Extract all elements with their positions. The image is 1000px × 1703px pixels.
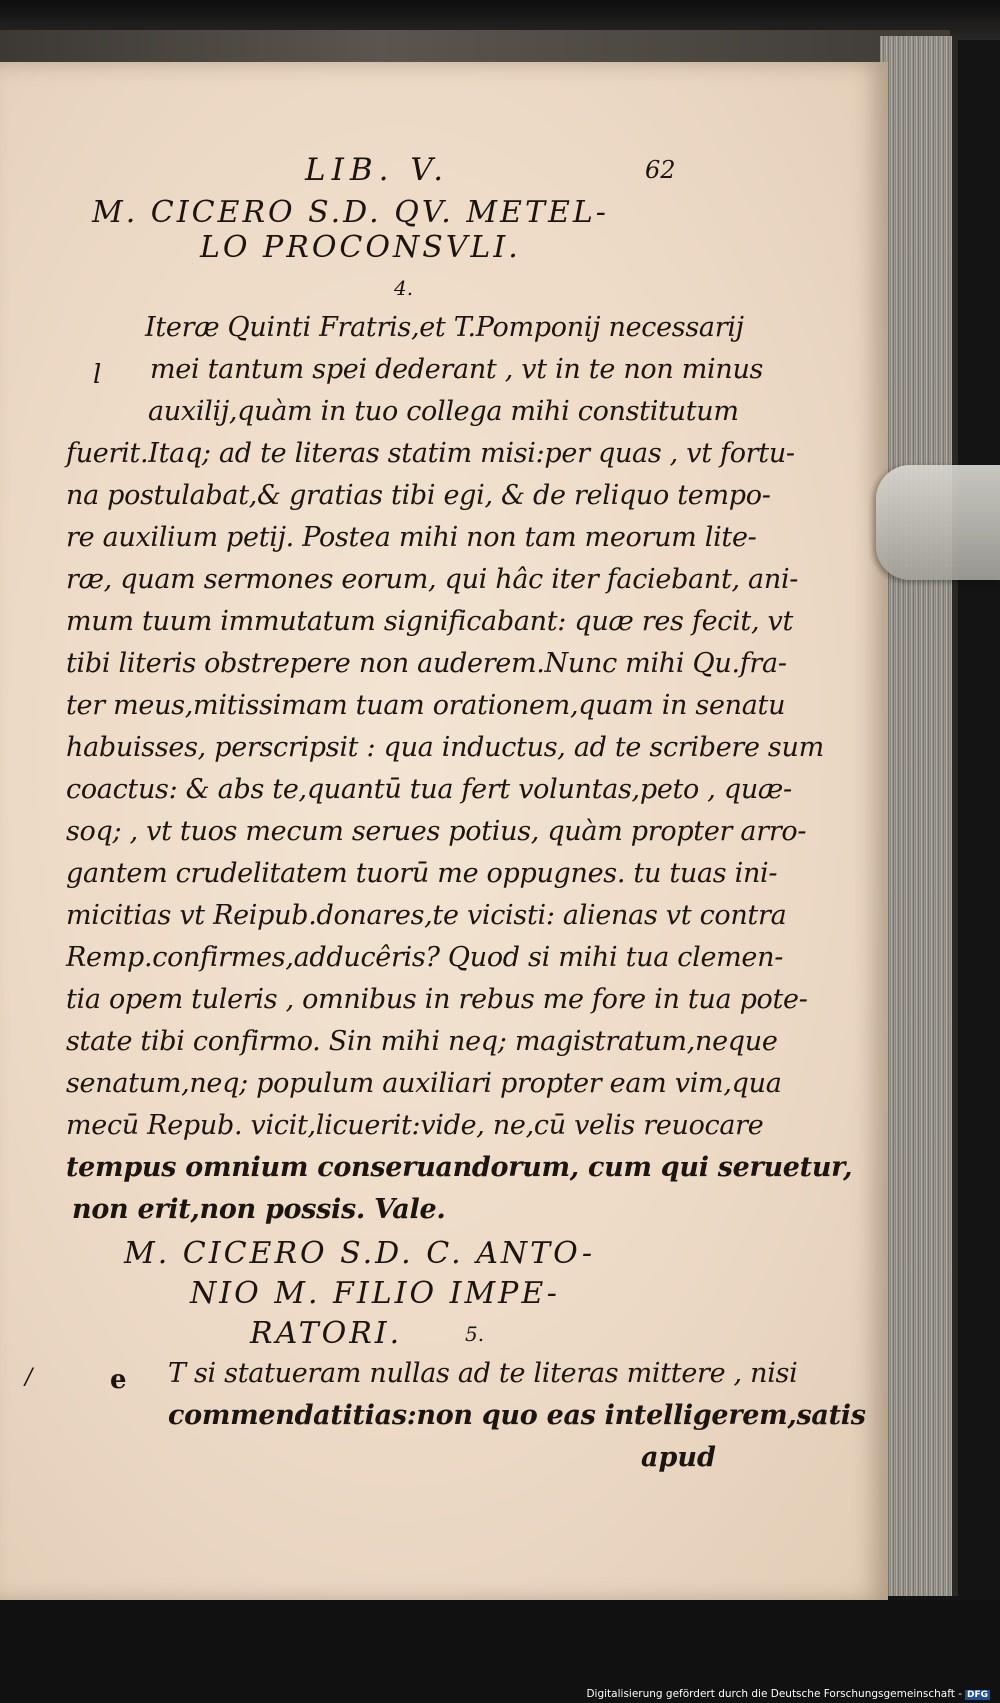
- digitization-credit: [586, 1688, 990, 1700]
- catchword: apud: [641, 1442, 716, 1473]
- letter-5-heading-line-1: M. CICERO S.D. C. ANTO-: [124, 1236, 595, 1271]
- letter-4-line-6: re auxilium petij. Postea mihi non tam meorum lite-: [66, 522, 757, 553]
- letter-5-line-2: commendatitias:non quo eas intelligerem,satis: [168, 1400, 866, 1431]
- letter-4-line-12: coactus: & abs te,quantū tua fert voluntas,peto , quæ-: [66, 774, 792, 805]
- letter-4-line-10: ter meus,mitissimam tuam orationem,quam in senatu: [66, 690, 786, 721]
- letter-4-line-15: micitias vt Reipub.donares,te vicisti: alienas vt contra: [66, 900, 787, 931]
- letter-5-line-1: T si statueram nullas ad te literas mittere , nisi: [168, 1358, 798, 1389]
- letter-4-line-22: non erit,non possis. Vale.: [72, 1194, 446, 1225]
- letter-5-marginal-initial: e: [110, 1365, 127, 1395]
- bookmark-clip: [876, 465, 1000, 580]
- letter-4-line-20: mecū Repub. vicit,licuerit:vide, ne,cū velis reuocare: [66, 1110, 764, 1141]
- letter-4-line-7: ræ, quam sermones eorum, qui hâc iter faciebant, ani-: [66, 564, 799, 595]
- letter-4-line-11: habuisses, perscripsit : qua inductus, ad te scribere sum: [66, 732, 824, 763]
- letter-4-marginal-initial: l: [93, 360, 102, 390]
- page-number: 62: [645, 156, 676, 184]
- letter-5-heading-line-2: NIO M. FILIO IMPE-: [190, 1276, 560, 1311]
- letter-4-line-18: state tibi confirmo. Sin mihi neq; magistratum,neque: [66, 1026, 778, 1057]
- letter-4-heading-line-1: M. CICERO S.D. QV. METEL-: [92, 195, 609, 230]
- letter-4-line-21: tempus omnium conseruandorum, cum qui seruetur,: [66, 1152, 853, 1183]
- letter-5-marginal-mark: /: [25, 1365, 33, 1390]
- letter-4-heading-line-2: LO PROCONSVLI.: [200, 230, 521, 265]
- letter-4-line-5: na postulabat,& gratias tibi egi, & de reliquo tempo-: [66, 480, 771, 511]
- letter-4-line-9: tibi literis obstrepere non auderem.Nunc mihi Qu.fra-: [66, 648, 787, 679]
- letter-5-number: 5.: [465, 1322, 485, 1346]
- letter-4-line-3: auxilij,quàm in tuo collega mihi constitutum: [148, 396, 739, 427]
- letter-4-line-4: fuerit.Itaq; ad te literas statim misi:per quas , vt fortu-: [66, 438, 795, 469]
- letter-4-line-17: tia opem tuleris , omnibus in rebus me fore in tua pote-: [66, 984, 808, 1015]
- letter-4-line-14: gantem crudelitatem tuorū me oppugnes. tu tuas ini-: [66, 858, 778, 889]
- bottom-background: [0, 1600, 1000, 1703]
- dfg-logo: DFG: [966, 1690, 988, 1700]
- letter-5-heading-line-3: RATORI.: [250, 1316, 403, 1351]
- letter-4-line-16: Remp.confirmes,adducêris? Quod si mihi tua clemen-: [66, 942, 784, 973]
- letter-4-line-8: mum tuum immutatum significabant: quæ res fecit, vt: [66, 606, 794, 637]
- page-edges: [880, 36, 958, 1596]
- credit-text: Digitalisierung gefördert durch die Deutsche Forschungsgemeinschaft -: [586, 1688, 962, 1700]
- letter-4-line-13: soq; , vt tuos mecum serues potius, quàm propter arro-: [66, 816, 807, 847]
- running-head: LIB. V.: [305, 152, 450, 188]
- letter-4-line-19: senatum,neq; populum auxiliari propter eam vim,qua: [66, 1068, 782, 1099]
- letter-4-number: 4.: [394, 276, 414, 300]
- letter-4-line-2: mei tantum spei dederant , vt in te non minus: [150, 354, 764, 385]
- letter-4-line-1: Iteræ Quinti Fratris,et T.Pomponij necessarij: [145, 312, 744, 343]
